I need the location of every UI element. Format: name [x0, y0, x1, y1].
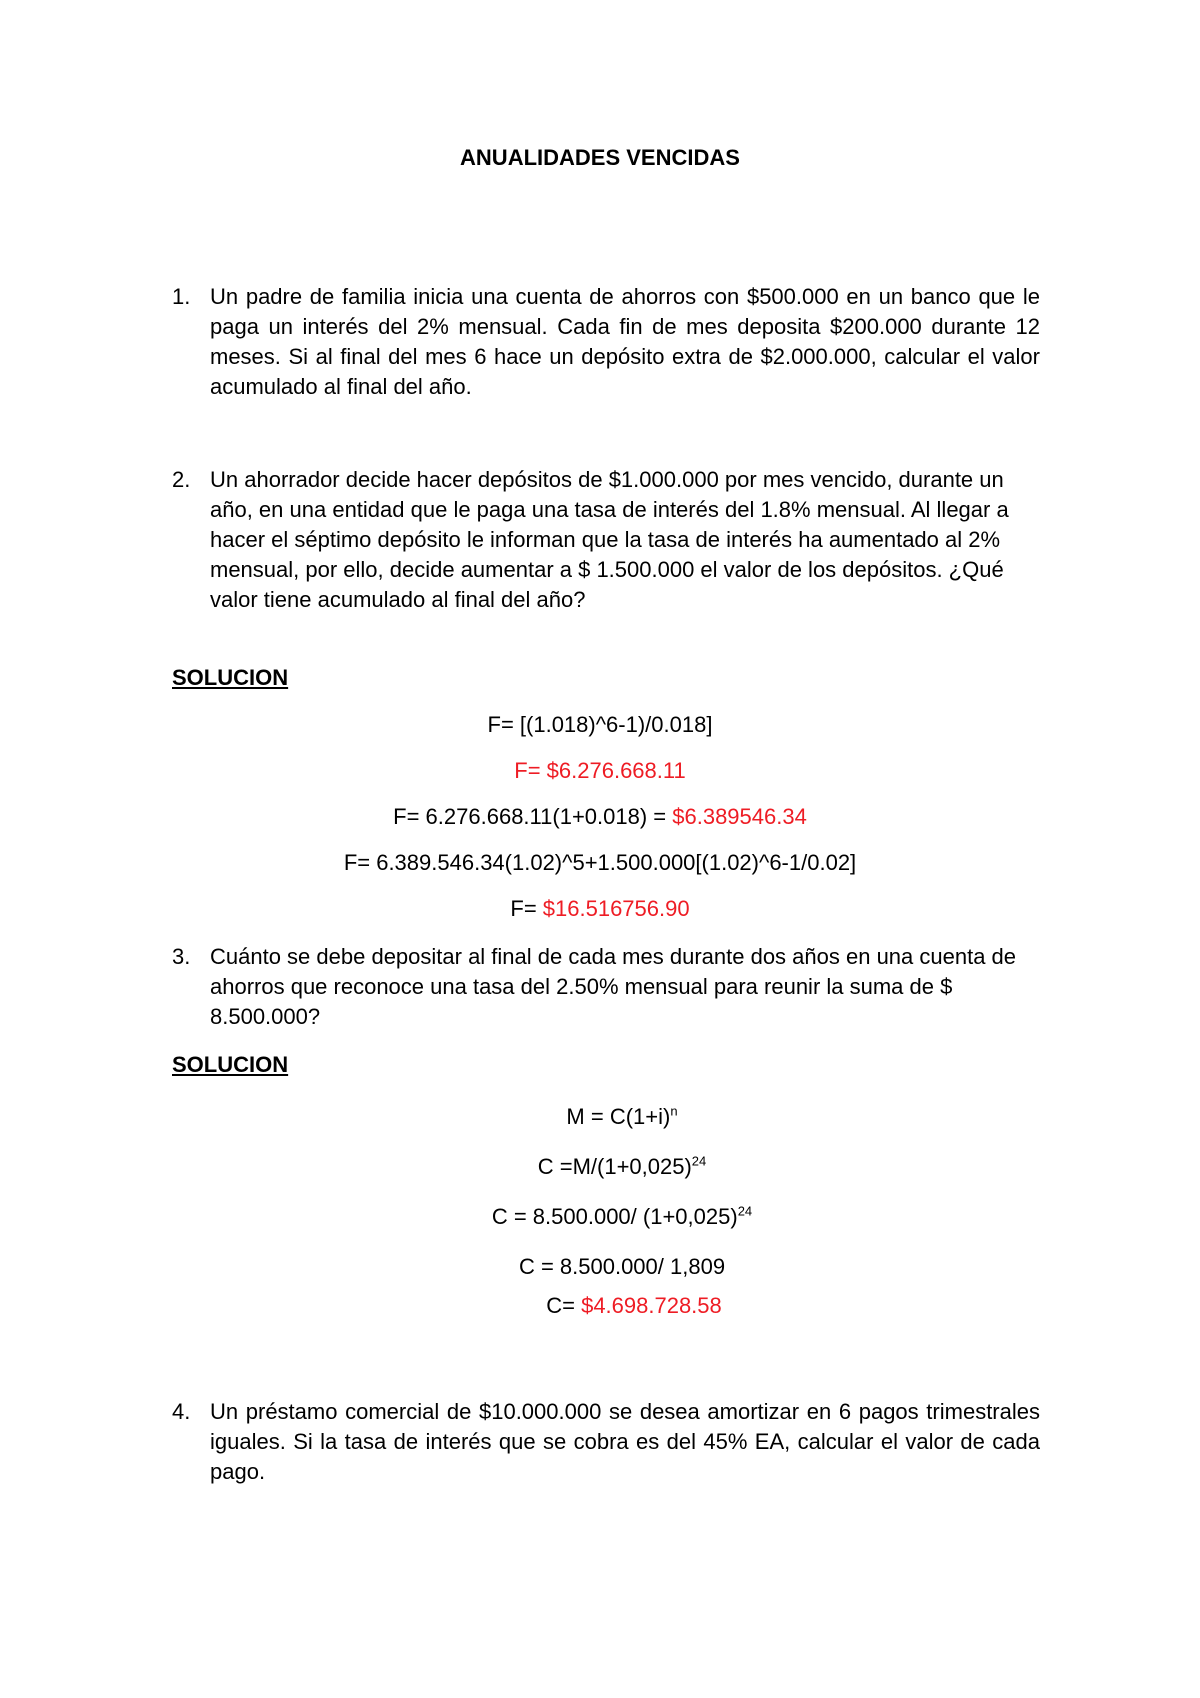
equation-result: $4.698.728.58: [581, 1293, 722, 1318]
equation-text: C = 8.500.000/ (1+0,025): [491, 1204, 738, 1229]
equation-text: F=: [510, 896, 543, 921]
solution3-eq4: C = 8.500.000/ 1,809: [518, 1254, 726, 1279]
solution3-eq3: [22, 1202, 1200, 1232]
problem-2: [172, 465, 1040, 615]
problem-number: 2.: [172, 467, 191, 492]
problem-3: [172, 942, 1040, 1032]
problem-4: [172, 1397, 1040, 1487]
solution2-eq1: F= [(1.018)^6-1)/0.018]: [487, 712, 713, 737]
solution2-eq5: [0, 894, 1200, 924]
problem-number: 1.: [172, 284, 191, 309]
solution2-eq4: F= 6.389.546.34(1.02)^5+1.500.000[(1.02)^6-1/0.02]: [343, 850, 857, 875]
problem-number: 4.: [172, 1399, 191, 1424]
solution3-eq5: [34, 1291, 1200, 1321]
solution2-eq3: [0, 802, 1200, 832]
problem-text: Un padre de familia inicia una cuenta de ahorros con $500.000 en un banco que le paga un interés del 2% mensual. Cada fin de mes deposita $200.000 durante 12 meses. Si al final del mes 6 hace un depósito extra de $2.000.000, calcular el valor acumulado al final del año.: [210, 284, 1040, 399]
equation-exponent: 24: [691, 1153, 707, 1169]
problem-1: [172, 282, 1040, 402]
solution-heading: SOLUCION: [172, 665, 289, 690]
equation-exponent: n: [670, 1103, 678, 1119]
equation-result: $16.516756.90: [542, 896, 690, 921]
equation-result: $6.389546.34: [672, 804, 807, 829]
equation-text: F= 6.276.668.11(1+0.018) =: [393, 804, 673, 829]
solution3-eq2: [22, 1152, 1200, 1182]
equation-text: C=: [546, 1293, 582, 1318]
problem-text: Un préstamo comercial de $10.000.000 se desea amortizar en 6 pagos trimestrales iguales. Si la tasa de interés que se cobra es del 45% EA, calcular el valor de cada pago.: [210, 1399, 1040, 1484]
equation-exponent: 24: [737, 1203, 753, 1219]
solution2-eq2: F= $6.276.668.11: [514, 758, 686, 783]
equation-text: C =M/(1+0,025): [537, 1154, 692, 1179]
solution-heading: SOLUCION: [172, 1052, 289, 1077]
problem-text: Cuánto se debe depositar al final de cada mes durante dos años en una cuenta de ahorros que reconoce una tasa del 2.50% mensual para reunir la suma de $ 8.500.000?: [210, 944, 1017, 1029]
problem-text: Un ahorrador decide hacer depósitos de $1.000.000 por mes vencido, durante un año, en una entidad que le paga una tasa de interés del 1.8% mensual. Al llegar a hacer el séptimo depósito le informan que la tasa de interés ha aumentado al 2% mensual, por ello, decide aumentar a $ 1.500.000 el valor de los depósitos. ¿Qué valor tiene acumulado al final del año?: [210, 467, 1009, 612]
problem-number: 3.: [172, 944, 191, 969]
equation-text: M = C(1+i): [566, 1104, 671, 1129]
document-title: ANUALIDADES VENCIDAS: [460, 145, 740, 170]
solution3-eq1: [22, 1102, 1200, 1132]
